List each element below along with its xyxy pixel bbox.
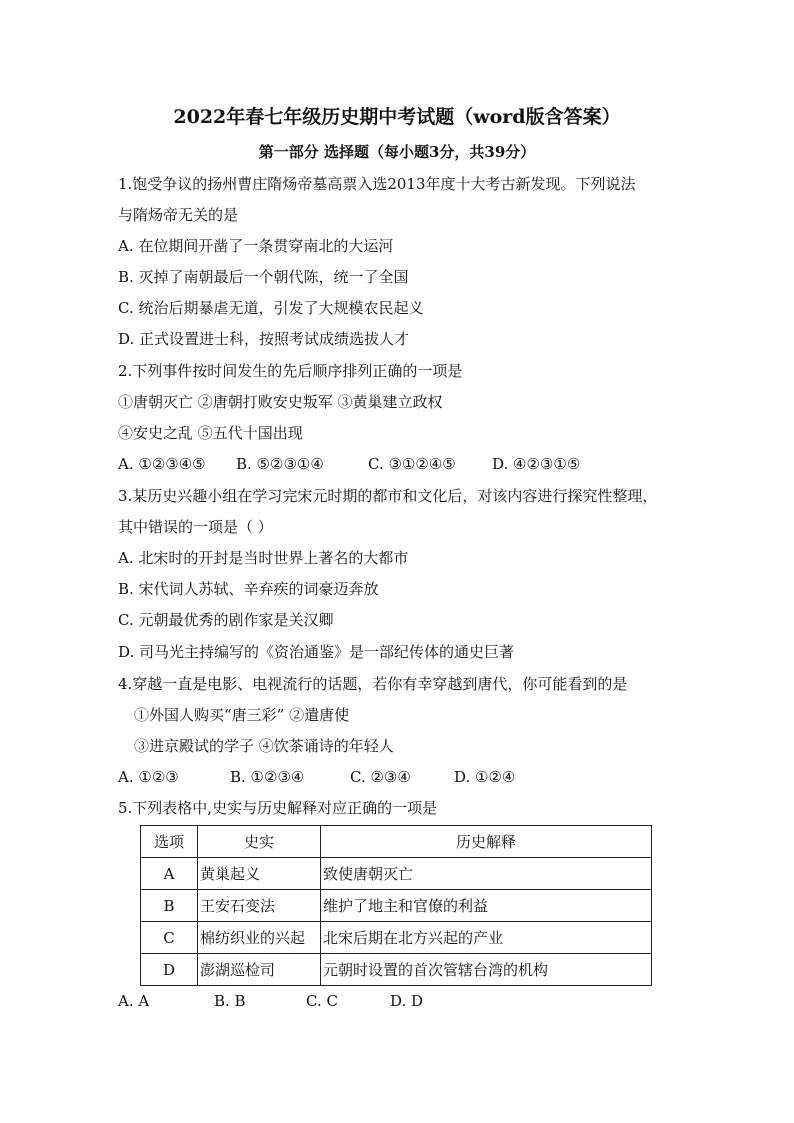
history-facts-table bbox=[140, 825, 652, 986]
table-cell-explanation: 致使唐朝灭亡 bbox=[321, 858, 652, 890]
exam-title: 2022年春七年级历史期中考试题（word版含答案） bbox=[173, 106, 621, 128]
table-cell-fact: 澎湖巡检司 bbox=[198, 954, 321, 986]
table-cell-option: B bbox=[141, 890, 198, 922]
question-4-options bbox=[118, 766, 515, 788]
question-5-stem: 5.下列表格中,史实与历史解释对应正确的一项是 bbox=[118, 799, 438, 817]
table-header-option: 选项 bbox=[141, 826, 198, 858]
question-2-options bbox=[118, 453, 580, 475]
question-1-option-b: B. 灭掉了南朝最后一个朝代陈，统一了全国 bbox=[118, 268, 409, 286]
question-4-option-d: D. ①②④ bbox=[454, 768, 516, 786]
question-3-option-a: A. 北宋时的开封是当时世界上著名的大都市 bbox=[118, 549, 409, 567]
table-header-explanation: 历史解释 bbox=[321, 826, 652, 858]
table-row bbox=[141, 954, 652, 986]
question-1-stem-line-2: 与隋炀帝无关的是 bbox=[118, 206, 239, 224]
section-heading: 第一部分 选择题（每小题3分，共39分） bbox=[258, 143, 536, 161]
question-3-option-d: D. 司马光主持编写的《资治通鉴》是一部纪传体的通史巨著 bbox=[118, 643, 515, 661]
question-5-options bbox=[118, 990, 423, 1012]
table-cell-option: D bbox=[141, 954, 198, 986]
question-1-option-c: C. 统治后期暴虐无道，引发了大规模农民起义 bbox=[118, 299, 424, 317]
question-2-option-c: C. ③①②④⑤ bbox=[368, 455, 456, 473]
question-3-stem-line-1: 3.某历史兴趣小组在学习完宋元时期的都市和文化后，对该内容进行探究性整理， bbox=[118, 487, 658, 505]
question-4-option-a: A. ①②③ bbox=[118, 768, 179, 786]
question-4-items-line-1: ①外国人购买“唐三彩” ②遣唐使 bbox=[134, 706, 350, 724]
question-2-items-line-1: ①唐朝灭亡 ②唐朝打败安史叛军 ③黄巢建立政权 bbox=[118, 393, 443, 411]
question-3-stem-line-2: 其中错误的一项是（ ） bbox=[118, 518, 273, 536]
question-2-items-line-2: ④安史之乱 ⑤五代十国出现 bbox=[118, 424, 303, 442]
table-cell-explanation: 维护了地主和官僚的利益 bbox=[321, 890, 652, 922]
table-row bbox=[141, 922, 652, 954]
table-cell-explanation: 北宋后期在北方兴起的产业 bbox=[321, 922, 652, 954]
question-2-option-d: D. ④②③①⑤ bbox=[492, 455, 581, 473]
table-row bbox=[141, 890, 652, 922]
question-3-option-b: B. 宋代词人苏轼、辛弃疾的词豪迈奔放 bbox=[118, 580, 379, 598]
question-5-option-c: C. C bbox=[306, 992, 338, 1010]
question-2-option-a: A. ①②③④⑤ bbox=[118, 455, 206, 473]
table-cell-fact: 黄巢起义 bbox=[198, 858, 321, 890]
question-2-stem: 2.下列事件按时间发生的先后顺序排列正确的一项是 bbox=[118, 362, 463, 380]
question-4-stem: 4.穿越一直是电影、电视流行的话题，若你有幸穿越到唐代，你可能看到的是 bbox=[118, 675, 628, 693]
question-5-option-a: A. A bbox=[118, 992, 150, 1010]
question-5-option-b: B. B bbox=[214, 992, 246, 1010]
table-cell-option: C bbox=[141, 922, 198, 954]
question-1-option-a: A. 在位期间开凿了一条贯穿南北的大运河 bbox=[118, 237, 394, 255]
question-4-option-c: C. ②③④ bbox=[350, 768, 411, 786]
question-4-option-b: B. ①②③④ bbox=[230, 768, 305, 786]
question-5-option-d: D. D bbox=[390, 992, 424, 1010]
table-cell-explanation: 元朝时设置的首次管辖台湾的机构 bbox=[321, 954, 652, 986]
question-3-option-c: C. 元朝最优秀的剧作家是关汉卿 bbox=[118, 611, 334, 629]
table-header-fact: 史实 bbox=[198, 826, 321, 858]
table-cell-fact: 棉纺织业的兴起 bbox=[198, 922, 321, 954]
table-header-row bbox=[141, 826, 652, 858]
table-cell-option: A bbox=[141, 858, 198, 890]
table-cell-fact: 王安石变法 bbox=[198, 890, 321, 922]
question-4-items-line-2: ③进京殿试的学子 ④饮茶诵诗的年轻人 bbox=[134, 737, 394, 755]
question-1-stem-line-1: 1.饱受争议的扬州曹庄隋炀帝墓高票入选2013年度十大考古新发现。下列说法 bbox=[118, 175, 636, 193]
table-row bbox=[141, 858, 652, 890]
question-2-option-b: B. ⑤②③①④ bbox=[236, 455, 324, 473]
question-1-option-d: D. 正式设置进士科，按照考试成绩选拔人才 bbox=[118, 330, 410, 348]
